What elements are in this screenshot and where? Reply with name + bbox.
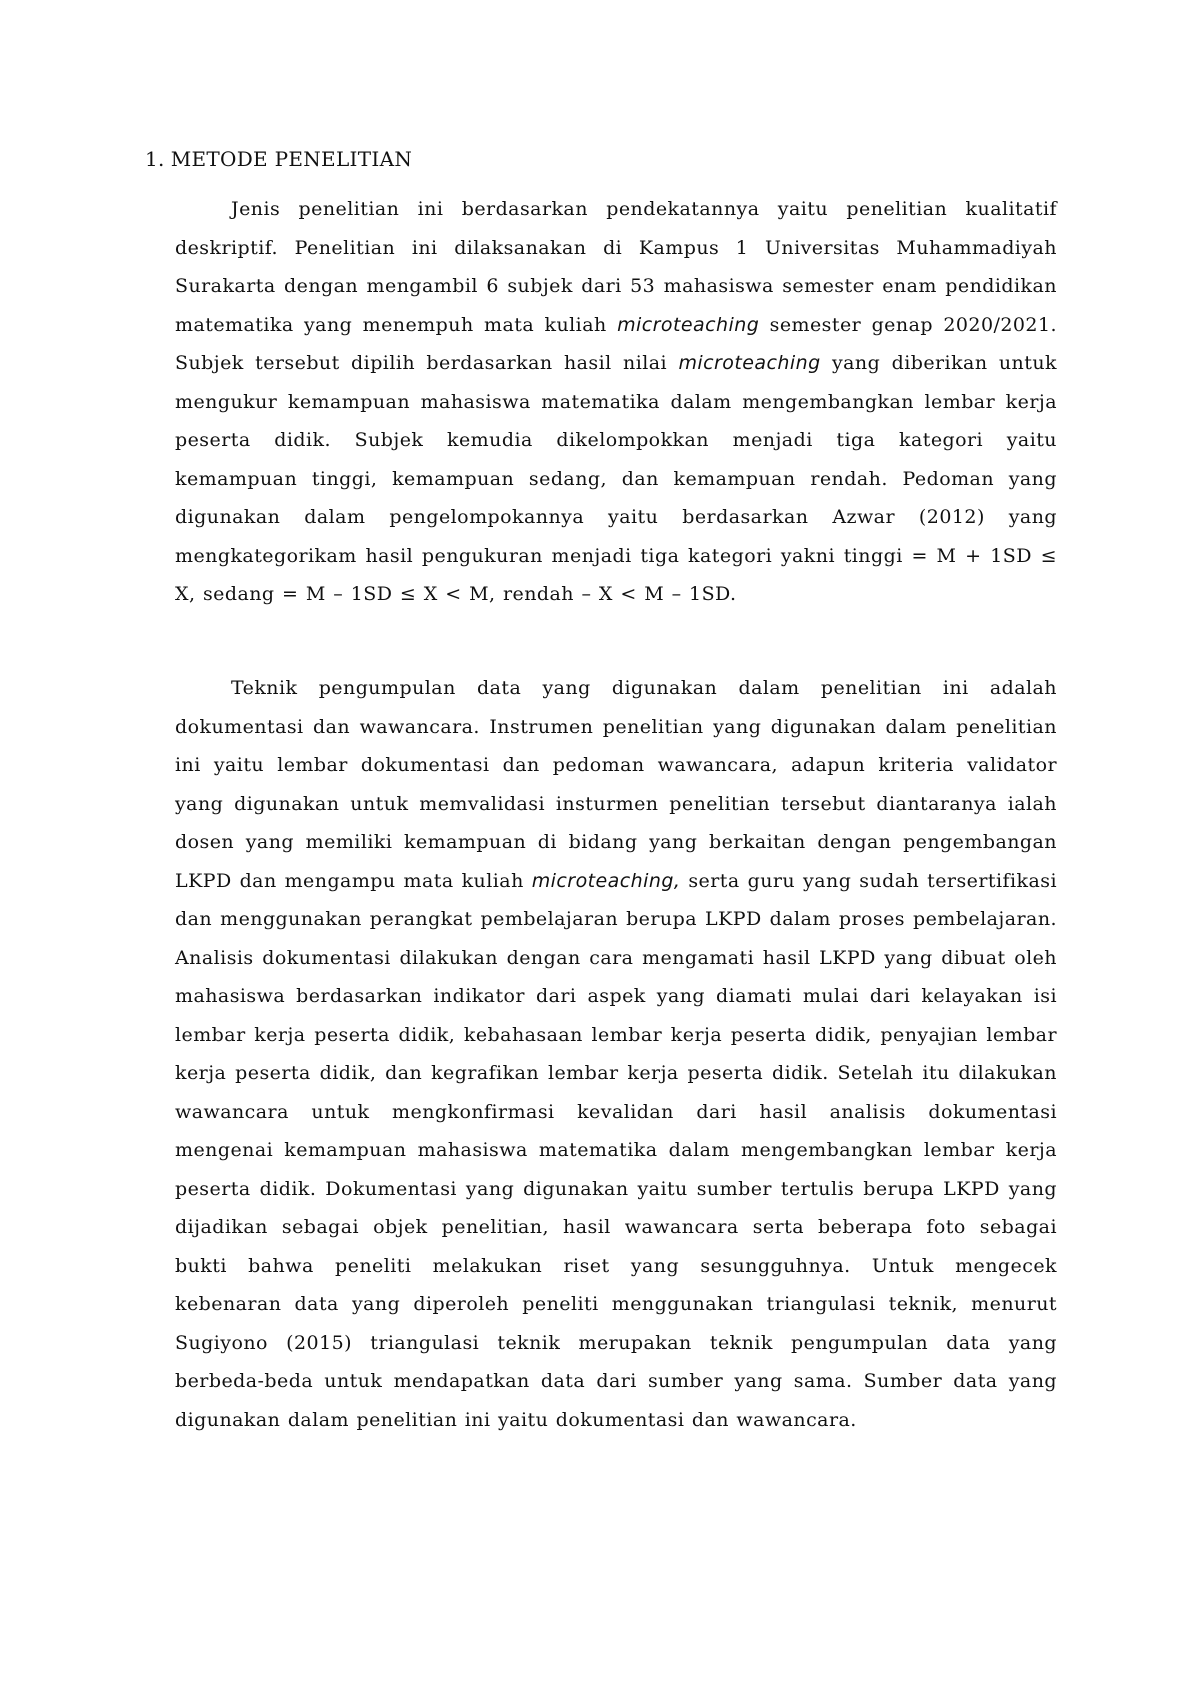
paragraph-text: Jenis penelitian ini berdasarkan pendekatannya yaitu penelitian kualitatif deskriptif. Penelitian ini dilaksanakan di Kampus 1 Universitas Muhammadiyah Surakarta dengan mengambil 6 subjek dari 53 mahasiswa semester enam pendidikan matematika yang menempuh mata kuliah: [175, 198, 1057, 336]
paragraph-text: yang diberikan untuk mengukur kemampuan mahasiswa matematika dalam mengembangkan lembar kerja peserta didik. Subjek kemudia dikelompokkan menjadi tiga kategori yaitu kemampuan tinggi, kemampuan sedang, dan kemampuan rendah. Pedoman yang digunakan dalam pengelompokannya yaitu berdasarkan Azwar (2012) yang mengkategorikam hasil pengukuran menjadi tiga kategori yakni tinggi = M + 1SD ≤ X, sedang = M – 1SD ≤ X < M, rendah – X < M – 1SD.: [175, 352, 1057, 605]
paragraph-text: serta guru yang sudah tersertifikasi dan menggunakan perangkat pembelajaran berupa LKPD dalam proses pembelajaran. Analisis dokumentasi dilakukan dengan cara mengamati hasil LKPD yang dibuat oleh mahasiswa berdasarkan indikator dari aspek yang diamati mulai dari kelayakan isi lembar kerja peserta didik, kebahasaan lembar kerja peserta didik, penyajian lembar kerja peserta didik, dan kegrafikan lembar kerja peserta didik. Setelah itu dilakukan wawancara untuk mengkonfirmasi kevalidan dari hasil analisis dokumentasi mengenai kemampuan mahasiswa matematika dalam mengembangkan lembar kerja peserta didik. Dokumentasi yang digunakan yaitu sumber tertulis berupa LKPD yang dijadikan sebagai objek penelitian, hasil wawancara serta beberapa foto sebagai bukti bahwa peneliti melakukan riset yang sesungguhnya. Untuk mengecek kebenaran data yang diperoleh peneliti menggunakan triangulasi teknik, menurut Sugiyono (2015) triangulasi teknik merupakan teknik pengumpulan data yang berbeda-beda untuk mendapatkan data dari sumber yang sama. Sumber data yang digunakan dalam penelitian ini yaitu dokumentasi dan wawancara.: [175, 869, 1057, 1431]
paragraph-data-collection: [175, 669, 1057, 1439]
paragraph-text: Teknik pengumpulan data yang digunakan dalam penelitian ini adalah dokumentasi dan wawancara. Instrumen penelitian yang digunakan dalam penelitian ini yaitu lembar dokumentasi dan pedoman wawancara, adapun kriteria validator yang digunakan untuk memvalidasi insturmen penelitian tersebut diantaranya ialah dosen yang memiliki kemampuan di bidang yang berkaitan dengan pengembangan LKPD dan mengampu mata kuliah: [175, 677, 1057, 892]
section-number: 1.: [145, 147, 165, 171]
italic-term: microteaching: [678, 352, 821, 374]
italic-term: microteaching,: [531, 869, 681, 892]
section-title: METODE PENELITIAN: [170, 147, 413, 171]
paragraph-research-type: [175, 190, 1057, 614]
italic-term: microteaching: [617, 313, 760, 336]
section-heading: [145, 147, 412, 171]
paragraph-text: semester genap 2020/2021. Subjek tersebut dipilih berdasarkan hasil nilai: [175, 313, 1057, 374]
